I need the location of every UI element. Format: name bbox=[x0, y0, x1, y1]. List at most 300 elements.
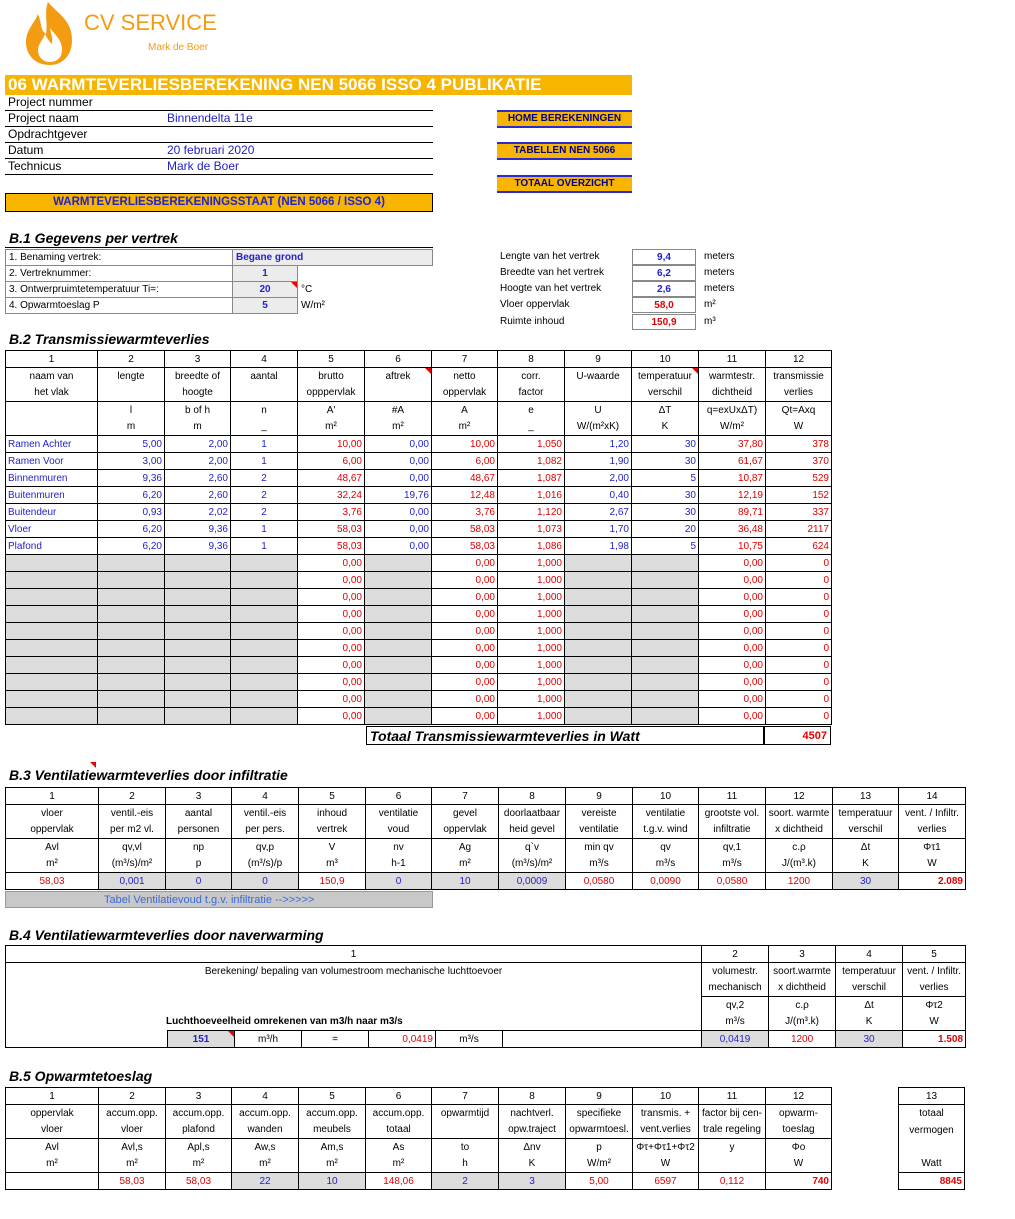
table-cell[interactable]: 0,40 bbox=[565, 487, 632, 504]
table-cell[interactable] bbox=[565, 691, 632, 708]
col-unit: K bbox=[632, 419, 699, 436]
table-cell[interactable] bbox=[98, 589, 165, 606]
table-cell: 0,00 bbox=[699, 589, 766, 606]
table-cell: 1,000 bbox=[498, 640, 565, 657]
heatup-value: 148,06 bbox=[366, 1173, 432, 1190]
table-cell[interactable]: 5,00 bbox=[98, 436, 165, 453]
table-cell: 0,00 bbox=[298, 589, 365, 606]
table-cell: 378 bbox=[766, 436, 832, 453]
surface-name-cell[interactable] bbox=[6, 674, 98, 691]
col-symbol: Δnv bbox=[499, 1139, 566, 1156]
height-field[interactable]: 2,6 bbox=[632, 281, 696, 297]
col-header: temperatuur bbox=[833, 805, 899, 822]
table-cell: 0,00 bbox=[298, 691, 365, 708]
col-header: verlies bbox=[903, 980, 966, 997]
col-header: vermogen bbox=[899, 1122, 965, 1139]
table-cell[interactable] bbox=[632, 708, 699, 725]
infiltration-value[interactable]: 0,001 bbox=[99, 873, 166, 890]
table-cell[interactable]: 0,00 bbox=[365, 521, 432, 538]
table-cell: 0,00 bbox=[432, 623, 498, 640]
totaal-overzicht-button[interactable]: TOTAAL OVERZICHT bbox=[497, 175, 632, 193]
table-cell[interactable] bbox=[165, 708, 231, 725]
table-cell[interactable]: 2 bbox=[231, 487, 298, 504]
table-cell[interactable] bbox=[165, 657, 231, 674]
table-cell[interactable] bbox=[365, 623, 432, 640]
surface-name-cell[interactable] bbox=[6, 589, 98, 606]
table-row bbox=[6, 657, 832, 674]
table-cell[interactable] bbox=[565, 606, 632, 623]
infiltration-value[interactable]: 0 bbox=[366, 873, 432, 890]
tabellen-button[interactable]: TABELLEN NEN 5066 bbox=[497, 142, 632, 160]
table-cell[interactable] bbox=[632, 623, 699, 640]
col-header: x dichtheid bbox=[769, 980, 836, 997]
table-cell[interactable]: 6,20 bbox=[98, 487, 165, 504]
table-cell: 0 bbox=[766, 555, 832, 572]
table-cell[interactable] bbox=[231, 555, 298, 572]
table-cell[interactable]: 19,76 bbox=[365, 487, 432, 504]
surface-name-cell[interactable] bbox=[6, 708, 98, 725]
table-cell[interactable]: 3,00 bbox=[98, 453, 165, 470]
surface-name-cell[interactable] bbox=[6, 623, 98, 640]
table-cell[interactable]: 1,90 bbox=[565, 453, 632, 470]
table-cell[interactable]: 30 bbox=[632, 436, 699, 453]
table-cell[interactable] bbox=[165, 589, 231, 606]
table-cell[interactable] bbox=[231, 657, 298, 674]
col-header: toeslag bbox=[766, 1122, 832, 1139]
table-cell[interactable]: 9,36 bbox=[165, 538, 231, 555]
table-cell[interactable] bbox=[565, 674, 632, 691]
heatup-value: 0,112 bbox=[699, 1173, 766, 1190]
col-number: 4 bbox=[232, 788, 299, 805]
col-symbol: c.ρ bbox=[766, 839, 833, 856]
surface-name-cell[interactable] bbox=[6, 606, 98, 623]
surface-name-cell[interactable] bbox=[6, 572, 98, 589]
col-number: 9 bbox=[566, 788, 633, 805]
table-cell[interactable]: 0,00 bbox=[365, 538, 432, 555]
project-value[interactable]: 20 februari 2020 bbox=[167, 143, 255, 157]
table-cell[interactable] bbox=[632, 657, 699, 674]
table-cell[interactable] bbox=[98, 606, 165, 623]
table-cell[interactable]: 5 bbox=[632, 538, 699, 555]
table-cell[interactable]: 0,00 bbox=[365, 504, 432, 521]
table-cell[interactable] bbox=[565, 708, 632, 725]
col-header bbox=[365, 385, 432, 402]
mechanical-ventilation-table bbox=[5, 945, 966, 1048]
col-unit: m³/s bbox=[699, 856, 766, 873]
infiltration-value[interactable]: 0 bbox=[166, 873, 232, 890]
table-cell[interactable]: 0,00 bbox=[365, 436, 432, 453]
col-unit: m² bbox=[6, 1156, 99, 1173]
table-cell[interactable]: 30 bbox=[632, 504, 699, 521]
surface-name-cell[interactable] bbox=[6, 640, 98, 657]
table-cell[interactable]: 30 bbox=[632, 453, 699, 470]
table-cell[interactable] bbox=[165, 623, 231, 640]
table-cell[interactable]: 6,20 bbox=[98, 521, 165, 538]
technician-row bbox=[5, 159, 433, 175]
col-number: 11 bbox=[699, 1088, 766, 1105]
heatup-value: 740 bbox=[766, 1173, 832, 1190]
room-volume-value: 150,9 bbox=[632, 314, 696, 330]
table-cell[interactable] bbox=[231, 589, 298, 606]
col-symbol: q`v bbox=[499, 839, 566, 856]
surface-name-cell[interactable]: Ramen Voor bbox=[6, 453, 98, 470]
field-unit: W/m² bbox=[301, 300, 325, 311]
table-cell[interactable] bbox=[98, 640, 165, 657]
page-title: 06 WARMTEVERLIESBEREKENING NEN 5066 ISSO 4 PUBLIKATIE bbox=[5, 75, 632, 95]
b4-value: 30 bbox=[836, 1031, 903, 1048]
col-symbol: qv,1 bbox=[699, 839, 766, 856]
design-temp-field[interactable]: 20 bbox=[233, 282, 298, 298]
table-cell[interactable] bbox=[165, 674, 231, 691]
table-cell[interactable] bbox=[365, 691, 432, 708]
table-cell: 1,000 bbox=[498, 572, 565, 589]
project-label: Datum bbox=[8, 143, 44, 157]
table-cell: 3,76 bbox=[432, 504, 498, 521]
col-header: infiltratie bbox=[699, 822, 766, 839]
table-cell[interactable] bbox=[231, 640, 298, 657]
table-cell[interactable] bbox=[632, 691, 699, 708]
col-header: trale regeling bbox=[699, 1122, 766, 1139]
table-cell: 12,48 bbox=[432, 487, 498, 504]
col-header: per m2 vl. bbox=[99, 822, 166, 839]
table-cell: 1,000 bbox=[498, 555, 565, 572]
col-number: 4 bbox=[231, 351, 298, 368]
col-symbol: Avl,s bbox=[99, 1139, 166, 1156]
table-cell[interactable] bbox=[165, 572, 231, 589]
infiltration-value[interactable]: 0 bbox=[232, 873, 299, 890]
table-cell[interactable] bbox=[165, 555, 231, 572]
table-cell[interactable]: 1 bbox=[231, 538, 298, 555]
col-unit: m³ bbox=[299, 856, 366, 873]
table-cell[interactable] bbox=[98, 572, 165, 589]
col-header: vent. / Infiltr. bbox=[903, 963, 966, 980]
table-cell: 0,00 bbox=[699, 623, 766, 640]
surface-name-cell[interactable]: Ramen Achter bbox=[6, 436, 98, 453]
project-label: Project naam bbox=[8, 111, 79, 125]
surface-name-cell[interactable]: Binnenmuren bbox=[6, 470, 98, 487]
table-cell[interactable] bbox=[632, 572, 699, 589]
room-name-field[interactable]: Begane grond bbox=[233, 250, 433, 266]
flame-icon bbox=[18, 0, 82, 66]
table-cell: 2117 bbox=[766, 521, 832, 538]
dim-label: Breedte van het vertrek bbox=[500, 267, 604, 278]
col-symbol: qv,2 bbox=[702, 997, 769, 1014]
col-header: temperatuur bbox=[836, 963, 903, 980]
table-cell[interactable] bbox=[98, 674, 165, 691]
table-cell[interactable]: 20 bbox=[632, 521, 699, 538]
col-header: vertrek bbox=[299, 822, 366, 839]
col-unit: h bbox=[432, 1156, 499, 1173]
col-unit: (m³/s)/p bbox=[232, 856, 299, 873]
heatup-value[interactable]: 22 bbox=[232, 1173, 299, 1190]
table-cell[interactable] bbox=[365, 708, 432, 725]
col-header: totaal bbox=[899, 1105, 965, 1122]
table-cell: 0,00 bbox=[699, 555, 766, 572]
table-cell[interactable]: 2 bbox=[231, 470, 298, 487]
table-cell[interactable] bbox=[565, 623, 632, 640]
table-cell: 0 bbox=[766, 708, 832, 725]
col-number: 14 bbox=[899, 788, 966, 805]
col-header: accum.opp. bbox=[99, 1105, 166, 1122]
table-cell: 0 bbox=[766, 589, 832, 606]
ventilation-table-link[interactable]: Tabel Ventilatievoud t.g.v. infiltratie -->>>>> bbox=[5, 891, 433, 908]
table-cell: 0,00 bbox=[298, 572, 365, 589]
col-symbol: y bbox=[699, 1139, 766, 1156]
table-row bbox=[6, 470, 832, 487]
col-symbol: Avl bbox=[6, 839, 99, 856]
table-cell[interactable] bbox=[231, 623, 298, 640]
surface-name-cell[interactable] bbox=[6, 555, 98, 572]
table-cell: 6,00 bbox=[432, 453, 498, 470]
col-symbol: qv bbox=[633, 839, 699, 856]
table-cell[interactable] bbox=[98, 555, 165, 572]
col-symbol: Ag bbox=[432, 839, 499, 856]
col-symbol: Δt bbox=[833, 839, 899, 856]
table-cell[interactable]: 2,60 bbox=[165, 487, 231, 504]
col-number: 10 bbox=[633, 788, 699, 805]
col-header: wanden bbox=[232, 1122, 299, 1139]
col-header: vloer bbox=[6, 1122, 99, 1139]
surface-name-cell[interactable]: Vloer bbox=[6, 521, 98, 538]
table-cell[interactable]: 1,98 bbox=[565, 538, 632, 555]
table-cell[interactable]: 2,00 bbox=[165, 453, 231, 470]
table-cell: 0,00 bbox=[298, 640, 365, 657]
table-cell[interactable]: 2,67 bbox=[565, 504, 632, 521]
table-cell[interactable]: 2,02 bbox=[165, 504, 231, 521]
blank-cell bbox=[899, 1139, 965, 1156]
infiltration-value: 0,0580 bbox=[699, 873, 766, 890]
table-cell[interactable] bbox=[231, 691, 298, 708]
home-berekeningen-button[interactable]: HOME BEREKENINGEN bbox=[497, 110, 632, 128]
col-number: 8 bbox=[499, 1088, 566, 1105]
col-symbol: nv bbox=[366, 839, 432, 856]
surface-name-cell[interactable]: Buitendeur bbox=[6, 504, 98, 521]
col-symbol: Φo bbox=[766, 1139, 832, 1156]
table-cell[interactable]: 5 bbox=[632, 470, 699, 487]
table-cell: 3,76 bbox=[298, 504, 365, 521]
table-cell[interactable]: 6,20 bbox=[98, 538, 165, 555]
col-symbol: As bbox=[366, 1139, 432, 1156]
col-header: vent.verlies bbox=[633, 1122, 699, 1139]
table-cell[interactable]: 1,70 bbox=[565, 521, 632, 538]
table-cell[interactable]: 0,00 bbox=[365, 470, 432, 487]
table-cell[interactable] bbox=[365, 572, 432, 589]
table-cell[interactable] bbox=[165, 691, 231, 708]
table-row bbox=[6, 674, 832, 691]
room-number-field[interactable]: 1 bbox=[233, 266, 298, 282]
table-cell[interactable] bbox=[98, 623, 165, 640]
col-unit: m² bbox=[166, 1156, 232, 1173]
infiltration-value: 2.089 bbox=[899, 873, 966, 890]
table-cell: 1,000 bbox=[498, 691, 565, 708]
table-cell: 58,03 bbox=[298, 521, 365, 538]
table-cell[interactable] bbox=[365, 555, 432, 572]
table-cell[interactable] bbox=[231, 572, 298, 589]
table-row bbox=[6, 640, 832, 657]
table-cell[interactable]: 2,00 bbox=[565, 470, 632, 487]
col-header: lengte bbox=[98, 368, 165, 385]
comment-marker bbox=[90, 762, 96, 768]
col-unit: m² bbox=[232, 1156, 299, 1173]
col-number: 5 bbox=[299, 788, 366, 805]
col-number: 12 bbox=[766, 788, 833, 805]
col-header: oppervlak bbox=[432, 385, 498, 402]
table-cell[interactable] bbox=[632, 555, 699, 572]
table-cell[interactable] bbox=[565, 572, 632, 589]
table-cell: 0 bbox=[766, 657, 832, 674]
dim-unit: m³ bbox=[704, 316, 716, 327]
table-cell[interactable] bbox=[365, 640, 432, 657]
table-cell: 0 bbox=[766, 606, 832, 623]
col-number: 13 bbox=[899, 1088, 965, 1105]
table-cell: 0 bbox=[766, 572, 832, 589]
surface-name-cell[interactable]: Buitenmuren bbox=[6, 487, 98, 504]
table-cell[interactable] bbox=[565, 589, 632, 606]
table-cell[interactable] bbox=[632, 640, 699, 657]
heatup-field[interactable]: 5 bbox=[233, 298, 298, 314]
col-header: doorlaatbaar bbox=[499, 805, 566, 822]
table-cell[interactable] bbox=[565, 555, 632, 572]
project-value[interactable]: Binnendelta 11e bbox=[167, 111, 253, 125]
table-cell[interactable] bbox=[365, 606, 432, 623]
col-header: dichtheid bbox=[699, 385, 766, 402]
table-cell: 0,00 bbox=[432, 691, 498, 708]
table-cell: 0,00 bbox=[432, 606, 498, 623]
surface-name-cell[interactable] bbox=[6, 691, 98, 708]
convert-label: Luchthoeveelheid omrekenen van m3/h naar m3/s bbox=[6, 1014, 702, 1031]
table-cell[interactable]: 1 bbox=[231, 436, 298, 453]
col-number: 3 bbox=[166, 788, 232, 805]
col-symbol: c.ρ bbox=[769, 997, 836, 1014]
col-number: 2 bbox=[99, 788, 166, 805]
table-cell[interactable]: 9,36 bbox=[165, 521, 231, 538]
table-row bbox=[6, 1173, 832, 1190]
table-cell[interactable] bbox=[98, 708, 165, 725]
col-header: factor bbox=[498, 385, 565, 402]
col-header: opw.traject bbox=[499, 1122, 566, 1139]
table-cell[interactable]: 2,60 bbox=[165, 470, 231, 487]
infiltration-value[interactable]: 30 bbox=[833, 873, 899, 890]
table-cell[interactable]: 1 bbox=[231, 521, 298, 538]
table-cell[interactable] bbox=[565, 640, 632, 657]
col-header: vent. / Infiltr. bbox=[899, 805, 966, 822]
col-header: verschil bbox=[632, 385, 699, 402]
col-header: mechanisch bbox=[702, 980, 769, 997]
table-cell[interactable] bbox=[632, 606, 699, 623]
heatup-value[interactable]: 10 bbox=[299, 1173, 366, 1190]
col-number: 1 bbox=[6, 788, 99, 805]
table-cell: 36,48 bbox=[699, 521, 766, 538]
table-cell: 10,00 bbox=[298, 436, 365, 453]
table-cell[interactable] bbox=[165, 606, 231, 623]
m3h-input[interactable]: 151 bbox=[168, 1031, 235, 1048]
col-unit: J/(m³.k) bbox=[766, 856, 833, 873]
col-number: 7 bbox=[432, 351, 498, 368]
col-number: 7 bbox=[432, 788, 499, 805]
table-row bbox=[6, 538, 832, 555]
col-unit: J/(m³.k) bbox=[769, 1014, 836, 1031]
col-header: heid gevel bbox=[499, 822, 566, 839]
col-unit: m² bbox=[299, 1156, 366, 1173]
table-cell[interactable] bbox=[98, 657, 165, 674]
transmission-table bbox=[5, 350, 832, 725]
table-cell[interactable] bbox=[565, 657, 632, 674]
infiltration-table bbox=[5, 787, 966, 890]
heatup-value[interactable]: 3 bbox=[499, 1173, 566, 1190]
col-symbol: ΔT bbox=[632, 402, 699, 419]
infiltration-value[interactable]: 10 bbox=[432, 873, 499, 890]
table-cell: 48,67 bbox=[432, 470, 498, 487]
col-header bbox=[432, 1122, 499, 1139]
table-cell[interactable]: 0,00 bbox=[365, 453, 432, 470]
field-label: 4. Opwarmtoeslag P bbox=[6, 298, 233, 314]
project-value[interactable]: Mark de Boer bbox=[167, 159, 240, 173]
table-cell[interactable] bbox=[231, 606, 298, 623]
table-cell[interactable]: 30 bbox=[632, 487, 699, 504]
col-number: 13 bbox=[833, 788, 899, 805]
table-cell[interactable]: 0,93 bbox=[98, 504, 165, 521]
table-cell: 12,19 bbox=[699, 487, 766, 504]
surface-name-cell[interactable] bbox=[6, 657, 98, 674]
table-cell[interactable]: 2 bbox=[231, 504, 298, 521]
infiltration-value[interactable]: 0,0009 bbox=[499, 873, 566, 890]
col-number: 6 bbox=[366, 1088, 432, 1105]
col-symbol: q=exUxΔT) bbox=[699, 402, 766, 419]
surface-name-cell[interactable]: Plafond bbox=[6, 538, 98, 555]
table-row bbox=[6, 555, 832, 572]
col-number: 8 bbox=[498, 351, 565, 368]
col-header: voud bbox=[366, 822, 432, 839]
table-cell[interactable]: 9,36 bbox=[98, 470, 165, 487]
section-divider bbox=[5, 247, 433, 248]
heatup-value[interactable]: 2 bbox=[432, 1173, 499, 1190]
table-cell[interactable]: 1,20 bbox=[565, 436, 632, 453]
table-cell[interactable] bbox=[365, 657, 432, 674]
col-header: verlies bbox=[899, 822, 966, 839]
col-unit bbox=[699, 1156, 766, 1173]
table-cell[interactable] bbox=[632, 674, 699, 691]
col-header: corr. bbox=[498, 368, 565, 385]
table-cell[interactable]: 2,00 bbox=[165, 436, 231, 453]
table-row bbox=[6, 589, 832, 606]
col-number: 2 bbox=[702, 946, 769, 963]
table-cell[interactable] bbox=[165, 640, 231, 657]
col-number: 1 bbox=[6, 351, 98, 368]
table-cell[interactable] bbox=[231, 708, 298, 725]
col-header: temperatuur bbox=[632, 368, 699, 385]
section-b4-title: B.4 Ventilatiewarmteverlies door naverwarming bbox=[9, 927, 324, 943]
table-cell[interactable]: 1 bbox=[231, 453, 298, 470]
col-unit: m³/s bbox=[633, 856, 699, 873]
width-field[interactable]: 6,2 bbox=[632, 265, 696, 281]
table-cell[interactable] bbox=[632, 589, 699, 606]
m3h-unit: m³/h bbox=[235, 1031, 302, 1048]
col-header: nachtverl. bbox=[499, 1105, 566, 1122]
table-cell[interactable] bbox=[231, 674, 298, 691]
col-header: het vlak bbox=[6, 385, 98, 402]
length-field[interactable]: 9,4 bbox=[632, 249, 696, 265]
table-cell: 0,00 bbox=[699, 674, 766, 691]
logo-name: CV SERVICE bbox=[84, 10, 217, 35]
col-number: 12 bbox=[766, 1088, 832, 1105]
table-cell[interactable] bbox=[365, 589, 432, 606]
table-cell[interactable] bbox=[365, 674, 432, 691]
col-symbol: Avl bbox=[6, 1139, 99, 1156]
col-number: 6 bbox=[366, 788, 432, 805]
field-unit bbox=[298, 266, 433, 282]
table-cell[interactable] bbox=[98, 691, 165, 708]
infiltration-value: 150,9 bbox=[299, 873, 366, 890]
